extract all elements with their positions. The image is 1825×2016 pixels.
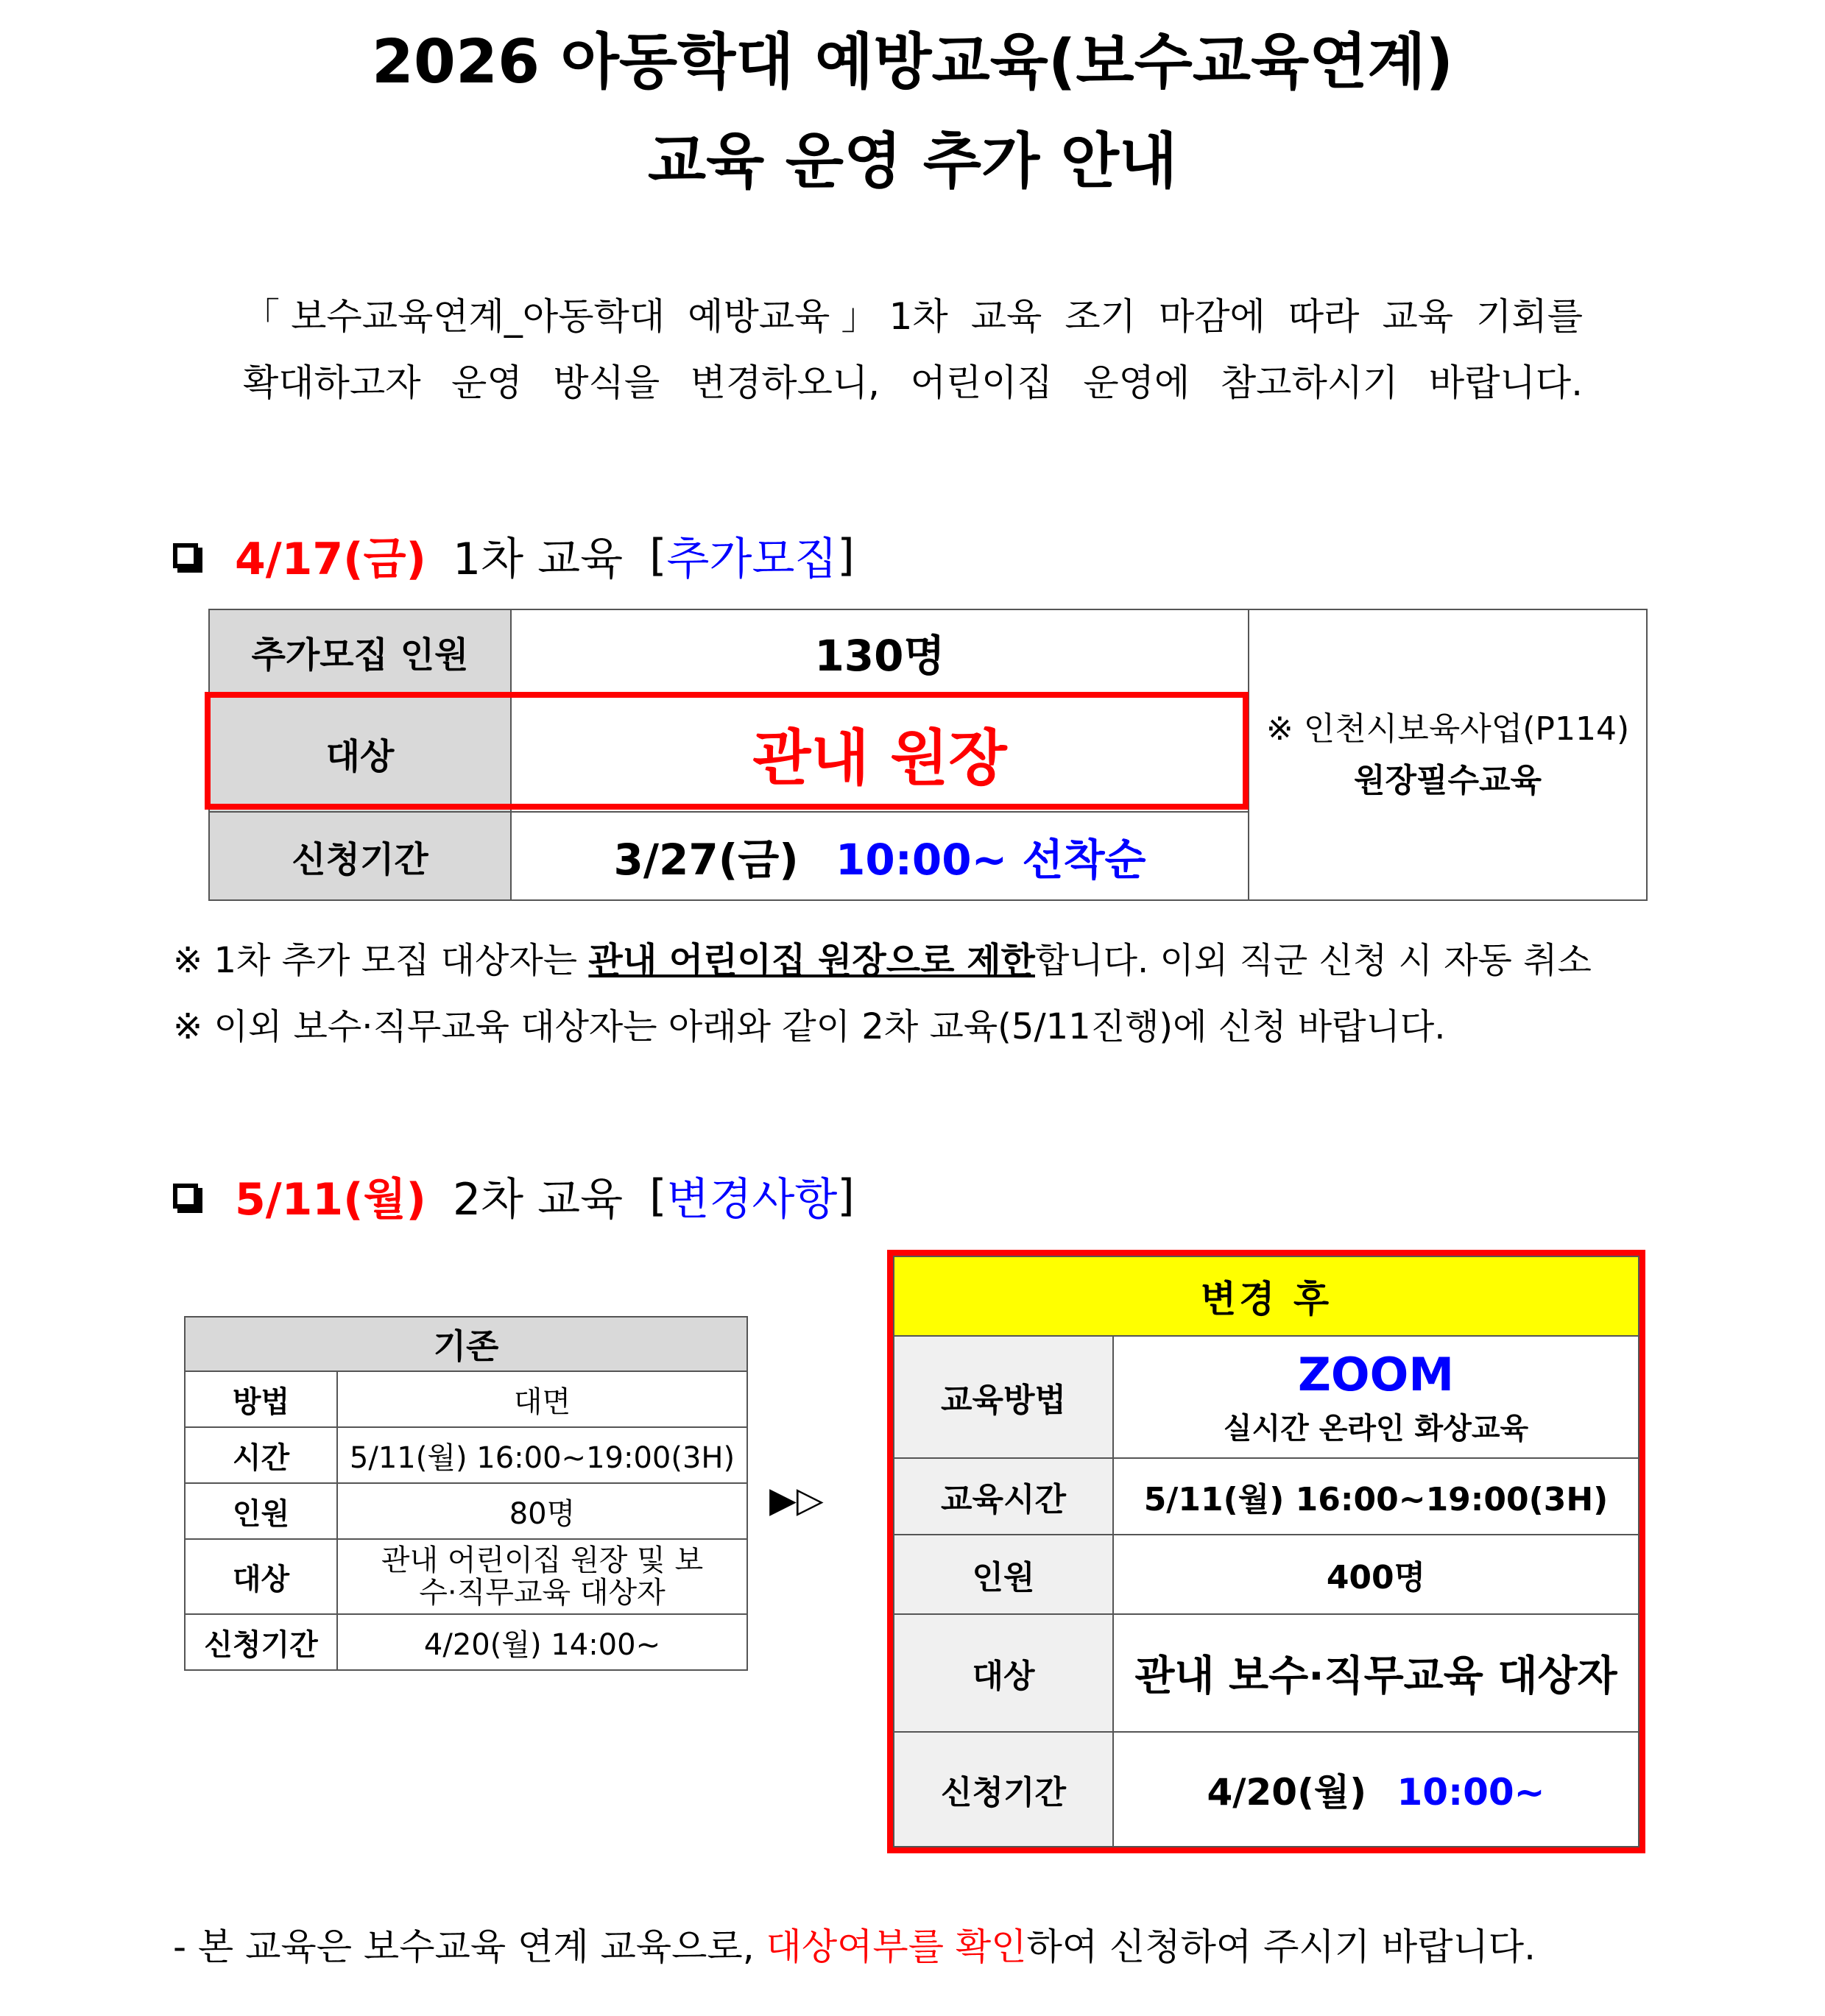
section2-heading: 5/11(월) 2차 교육 [ 변경사항 ] [173, 1163, 855, 1229]
period-time: 10:00~ 선착순 [836, 835, 1146, 885]
after-period-date: 4/20(월) [1207, 1771, 1367, 1814]
after-target-value: 관내 보수·직무교육 대상자 [1113, 1614, 1639, 1732]
section2-tag: 변경사항 [666, 1174, 838, 1225]
after-method-value: ZOOM [1297, 1348, 1455, 1401]
page-title-line1: 2026 아동학대 예방교육(보수교육연계) [371, 27, 1454, 97]
checkbox-square-icon [173, 543, 198, 568]
before-count-value: 80명 [337, 1483, 747, 1539]
section2-label: 2차 교육 [452, 1174, 624, 1225]
after-period-time: 10:00~ [1397, 1771, 1545, 1814]
period-value [511, 812, 1249, 900]
after-count-header: 인원 [894, 1535, 1113, 1614]
section1-label: 1차 교육 [452, 534, 624, 585]
period-date: 3/27(금) [613, 835, 799, 885]
after-period-header: 신청기간 [894, 1732, 1113, 1847]
intro-line2: 확대하고자 운영 방식을 변경하오니, 어린이집 운영에 참고하시기 바랍니다. [243, 361, 1583, 404]
after-table [893, 1256, 1639, 1847]
recruit-count-header: 추가모집 인원 [209, 609, 511, 694]
target-highlight-box [205, 692, 1249, 810]
before-table [184, 1316, 748, 1671]
footer-emphasis: 대상여부를 확인 [766, 1925, 1027, 1968]
after-method-header: 교육방법 [894, 1336, 1113, 1458]
section1-note1 [173, 927, 1592, 994]
before-target-header: 대상 [185, 1539, 337, 1614]
before-time-header: 시간 [185, 1427, 337, 1483]
checkbox-square-icon [173, 1184, 198, 1209]
before-period-header: 신청기간 [185, 1614, 337, 1670]
before-title: 기존 [185, 1317, 747, 1371]
section2-date: 5/11(월) [235, 1174, 426, 1225]
period-header: 신청기간 [209, 812, 511, 900]
after-time-value: 5/11(월) 16:00~19:00(3H) [1113, 1458, 1639, 1535]
side-note [1249, 609, 1647, 900]
note1-suffix: 합니다. 이외 직군 신청 시 자동 취소 [1034, 940, 1592, 981]
before-count-header: 인원 [185, 1483, 337, 1539]
note1-emphasis: 관내 어린이집 원장으로 제한 [588, 940, 1035, 981]
section1-tag: 추가모집 [666, 534, 838, 585]
note1-prefix: ※ 1차 추가 모집 대상자는 [173, 940, 578, 981]
side-note-line1: ※ 인천시보육사업(P114) [1266, 710, 1630, 748]
after-title: 변경 후 [894, 1256, 1639, 1336]
after-table-frame [887, 1250, 1645, 1853]
footer-note [173, 1914, 1536, 1980]
recruit-count-value: 130명 [511, 609, 1249, 694]
footer-suffix: 하여 신청하여 주시기 바랍니다. [1026, 1925, 1536, 1968]
page-title-line2: 교육 운영 추가 안내 [647, 127, 1178, 197]
after-method-sub: 실시간 온라인 화상교육 [1223, 1412, 1529, 1446]
after-target-header: 대상 [894, 1614, 1113, 1732]
intro-line1: 「보수교육연계_아동학대 예방교육」1차 교육 조기 마감에 따라 교육 기회를 [243, 295, 1583, 338]
section1-note2: ※ 이외 보수·직무교육 대상자는 아래와 같이 2차 교육(5/11진행)에 신청 바랍니다. [173, 1006, 1446, 1047]
section1-heading: 4/17(금) 1차 교육 [ 추가모집 ] [173, 523, 855, 589]
before-period-value: 4/20(월) 14:00~ [337, 1614, 747, 1670]
after-count-value: 400명 [1113, 1535, 1639, 1614]
after-period-value [1113, 1732, 1639, 1847]
after-method-cell [1113, 1336, 1639, 1458]
target-header: 대상 [209, 694, 511, 812]
section1-date: 4/17(금) [235, 534, 426, 585]
after-time-header: 교육시간 [894, 1458, 1113, 1535]
footer-prefix: - 본 교육은 보수교육 연계 교육으로, [173, 1925, 755, 1968]
arrow-right-icon: ▶▷ [769, 1479, 824, 1521]
before-method-header: 방법 [185, 1371, 337, 1427]
target-value: 관내 원장 [511, 694, 1249, 812]
before-time-value: 5/11(월) 16:00~19:00(3H) [337, 1427, 747, 1483]
before-method-value: 대면 [337, 1371, 747, 1427]
side-note-line2: 원장필수교육 [1353, 761, 1542, 799]
before-target-value: 관내 어린이집 원장 및 보수·직무교육 대상자 [337, 1539, 747, 1614]
